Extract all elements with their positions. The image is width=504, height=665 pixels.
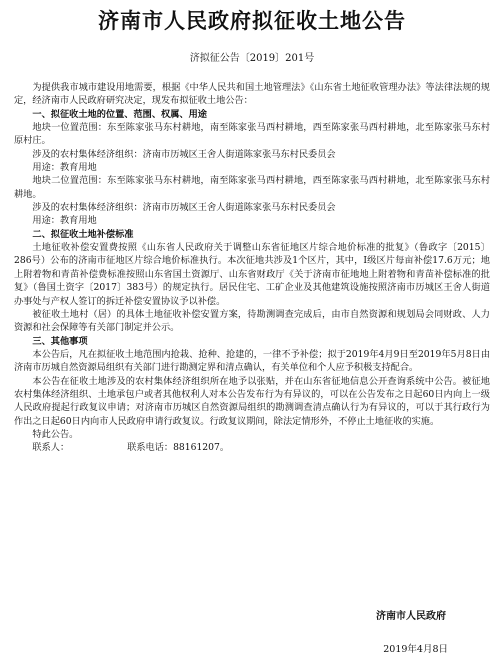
section-heading: 一、拟征收土地的位置、范围、权属、用途 [32, 108, 207, 120]
body-paragraph: 涉及的农村集体经济组织：济南市历城区王舍人街道陈家张马东村民委员会 [32, 202, 336, 214]
body-paragraph: 用途：教育用地 [32, 162, 97, 174]
notice-title: 济南市人民政府拟征收土地公告 [98, 9, 406, 33]
body-paragraph: 涉及的农村集体经济组织：济南市历城区王舍人街道陈家张马东村民委员会 [32, 148, 336, 160]
document-number: 济拟征公告〔2019〕201号 [189, 53, 315, 64]
issuer-signature: 济南市人民政府 [376, 611, 446, 622]
body-paragraph: 地块一位置范围：东至陈家张马东村耕地，南至陈家张马西村耕地，西至陈家张马西村耕地，北至陈家张马东村原村庄。 [14, 122, 490, 147]
body-paragraph: 被征收土地村（居）的具体土地征收补偿安置方案，待勘测调查完成后，由市自然资源和规划局会同财政、人力资源和社会保障等有关部门制定并公示。 [14, 308, 490, 334]
body-paragraph: 土地征收补偿安置费按照《山东省人民政府关于调整山东省征地区片综合地价标准的批复》（鲁政字〔2015〕286号）公布的济南市征地区片综合地价标准执行。本次征地共涉及1个区片，其中，Ⅰ级区片每亩补偿17.6万元；地上附着物和青苗补偿费标准按照山东省国土资源厅、山东省财政厅《关于济南市征地地上附着物和青苗补偿标准的批复》（鲁国土资字〔2017〕383号）的规定执行。居民住宅、工矿企业及其他建筑设施按照济南市历城区王舍人街道办事处与产权人签订的拆迁补偿安置协议予以补偿。 [14, 242, 490, 307]
notice-body [14, 81, 490, 441]
issue-date: 2019年4月8日 [383, 644, 448, 655]
contact-line [14, 441, 490, 454]
section-heading: 二、拟征收土地补偿标准 [32, 228, 134, 240]
body-paragraph: 地块二位置范围：东至陈家张马东村耕地，南至陈家张马西村耕地，西至陈家张马西村耕地，北至陈家张马东村耕地。 [14, 175, 490, 200]
contact-phone: 联系电话：88161207。 [127, 442, 230, 454]
body-paragraph: 特此公告。 [32, 428, 79, 440]
section-heading: 三、其他事项 [32, 335, 88, 347]
body-paragraph: 本公告后，凡在拟征收土地范围内抢栽、抢种、抢建的，一律不予补偿；拟于2019年4月9日至2019年5月8日由济南市历城自然资源局组织有关部门进行勘测定界和清点确认，有关单位和个人应予积极支持配合。 [14, 348, 490, 374]
body-paragraph: 为提供我市城市建设用地需要，根据《中华人民共和国土地管理法》《山东省土地征收管理办法》等法律法规的规定，经济南市人民政府研究决定，现发布拟征收土地公告： [14, 82, 490, 107]
body-paragraph: 本公告在征收土地涉及的农村集体经济组织所在地予以张贴，并在山东省征地信息公开查询系统中公告。被征地农村集体经济组织、土地承包户或者其他权利人对本公告发布行为有异议的，可以在公告发布之日起60日内向上一级人民政府提起行政复议申请；对济南市历城区自然资源局组织的勘测调查清点确认行为有异议的，可以于其行政行为作出之日起60日内向市人民政府申请行政复议。行政复议期间，除法定情形外，不停止土地征收的实施。 [14, 375, 490, 427]
contact-person-label: 联系人： [32, 442, 70, 454]
body-paragraph: 用途：教育用地 [32, 215, 97, 227]
